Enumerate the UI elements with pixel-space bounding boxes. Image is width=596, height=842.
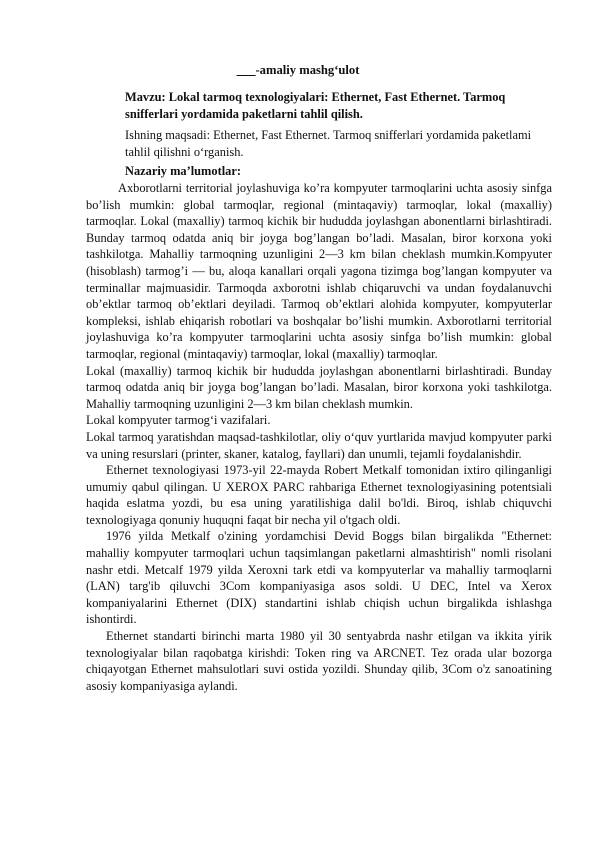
paragraph-lan-purpose: Lokal tarmoq yaratishdan maqsad-tashkilotlar, oliy o‘quv yurtlarida mavjud kompyuter parki va uning resurslari (printer, skaner, katalog, fayllari) dan unumli, tejamli foydalanishdir. — [86, 429, 552, 461]
paragraph-ethernet-standard: Ethernet standarti birinchi marta 1980 yil 30 sentyabrda nashr etilgan va ikkita yirik texnologiyalar bilan raqobatga kirishdi: Token ring va ARCNET. Tez orada ular bozorga chiqayotgan Ethernet mahsulotlari suvi ostida yozildi. Shunday qilib, 3Com o'z sanoatining asosiy kompaniyasiga aylandi. — [86, 629, 552, 693]
goal-line — [125, 127, 546, 160]
paragraph-lan: Lokal (maxalliy) tarmoq kichik bir hududda joylashgan abonentlarni birlashtiradi. Bunday tarmoq odatda aniq bir joyga bog’langan bo’ladi. Masalan, biror korxona yoki tashkilotga. Mahalliy tarmoqning uzunligini 2—3 km bilan cheklash mumkin. — [86, 363, 552, 411]
topic-line: Mavzu: Lokal tarmoq texnologiyalari: Ethernet, Fast Ethernet. Tarmoq snifferlari yordamida paketlarni tahlil qilish. — [125, 90, 506, 121]
lesson-title-suffix: -amaliy mashg‘ulot — [255, 63, 360, 77]
paragraph-metcalf-boggs: 1976 yilda Metkalf o'zining yordamchisi Devid Boggs bilan birgalikda "Ethernet: mahalliy kompyuter tarmoqlari uchun taqsimlangan paketlarni almashtirish" nomli risolani nashr etdi. Metcalf 1979 yilda Xeroxni tark etdi va kompyuterlar va mahalliy tarmoqlarni (LAN) targ'ib qiluvchi 3Com kompaniyasiga asos soldi. U DEC, Intel va Xerox kompaniyalarini Ethernet (DIX) standartini ishlab chiqish uchun birgalikda ishlashga ishontirdi. — [86, 529, 552, 627]
body-text — [86, 180, 552, 694]
page-title — [0, 62, 596, 79]
theory-heading: Nazariy ma’lumotlar: — [125, 164, 241, 178]
paragraph-ethernet-history: Ethernet texnologiyasi 1973-yil 22-mayda Robert Metkalf tomonidan ixtiro qilinganligi umumiy qabul qilingan. U XEROX PARC rahbariga Ethernet texnologiyasining potentsiali haqida eslatma yozdi, bu esa uning yaratilishiga dalil bo'ldi. Biroq, ishlab chiquvchi texnologiyaga qonuniy huquqni faqat bir necha yil o'tgach oldi. — [86, 463, 552, 527]
lesson-number-blank: ___ — [236, 63, 256, 77]
goal-text: : Ethernet, Fast Ethernet. Tarmoq snifferlari yordamida paketlami tahlil qilishni o‘rganish. — [125, 128, 532, 159]
goal-label: Ishning maqsadi — [125, 128, 207, 142]
paragraph-intro: Axborotlarni territorial joylashuviga ko’ra kompyuter tarmoqlarini uchta asosiy sinfga bo’lish mumkin: global tarmoqlar, regional (mintaqaviy) tarmoqlar, lokal (maxalliy) tarmoqlar. Lokal (maxalliy) tarmoq kichik bir hududda joylashgan abonentlarni birlashtiradi. Bunday tarmoq odatda aniq bir joyga bog’langan bo’ladi. Masalan, biror korxona yoki tashkilotga. Mahalliy tarmoqning uzunligini 2—3 km bilan cheklash mumkin.Kompyuter (hisoblash) tarmog’i — bu, aloqa kanallari orqali yagona tizimga bog’langan kompyuter va terminallar majmuasidir. Tarmoqda axborotni ishlab chiqaruvchi va undan foydalanuvchi ob’ektlar tarmoq ob’ektlari deyiladi. Tarmoq ob’ektlari alohida kompyuter, kompyuterlar kompleksi, ishlab ehiqarish robotlari va boshqalar bo’lishi mumkin. Axborotlarni territorial joylashuviga ko’ra kompyuter tarmoqlarini uchta asosiy sinfga bo’lish mumkin: global tarmoqlar, regional (mintaqaviy) tarmoqlar, lokal (maxalliy) tarmoqlar. — [86, 181, 552, 361]
paragraph-lan-tasks-heading: Lokal kompyuter tarmog‘i vazifalari. — [86, 413, 271, 428]
